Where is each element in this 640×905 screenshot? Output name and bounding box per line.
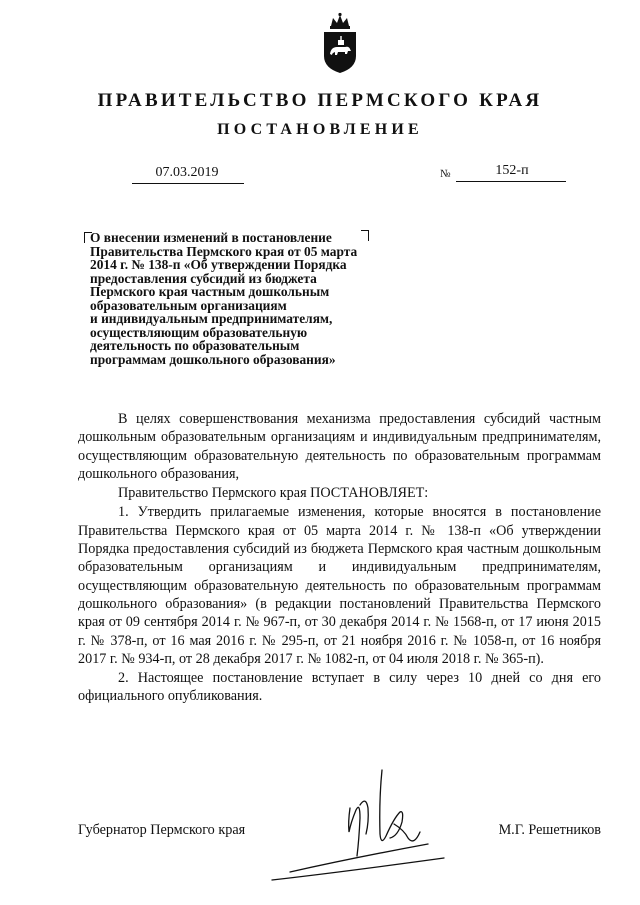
subject-line: деятельность по образовательным — [90, 338, 300, 353]
subject-line: образовательным организациям — [90, 297, 287, 313]
subject-line: программам дошкольного образования» — [90, 351, 336, 367]
number-underline — [456, 181, 566, 182]
organization-title: ПРАВИТЕЛЬСТВО ПЕРМСКОГО КРАЯ — [97, 90, 543, 111]
subject-line: и индивидуальным предпринимателям, — [90, 311, 333, 326]
subject-line: Правительства Пермского края от 05 марта — [90, 243, 358, 259]
item-1-paragraph: 1. Утвердить прилагаемые изменения, которые вносятся в постановление Правительства Пермского края от 05 марта 2014 г. № 138-п «Об утверждении Порядка предоставления субсидий из бюджета Пермского края частным дошкольным образовательным организациям и индивидуальным предпринимателям, осуществляющим образовательную деятельность по образовательным программам дошкольного образования» (в редакции постановлений Правительства Пермского края от 09 сентября 2014 г. № 967-п, от 30 декабря 2014 г. № 1568-п, от 17 июня 2015 г. № 378-п, от 16 мая 2016 г. № 295-п, от 21 ноября 2016 г. № 1058-п, от 16 ноября 2017 г. № 934-п, от 28 декабря 2017 г. № 1082-п, от 04 июля 2018 г. № 365-п). — [78, 504, 601, 667]
number-sign: № — [440, 168, 451, 180]
document-date: 07.03.2019 — [155, 165, 219, 180]
signatory-title: Губернатор Пермского края — [78, 822, 246, 838]
document-type: ПОСТАНОВЛЕНИЕ — [217, 121, 423, 138]
subject-line: О внесении изменений в постановление — [90, 230, 332, 245]
signature-block — [78, 822, 601, 842]
date-underline — [132, 183, 244, 184]
subject-line: осуществляющим образовательную — [90, 324, 308, 340]
document-body — [78, 410, 601, 706]
coat-of-arms-icon — [319, 12, 361, 74]
decree-paragraph: Правительство Пермского края ПОСТАНОВЛЯЕТ: — [118, 485, 429, 502]
document-number: 152-п — [495, 163, 529, 178]
item-2-paragraph: 2. Настоящее постановление вступает в силу через 10 дней со дня его официального опубликования. — [78, 670, 601, 705]
document-subject — [90, 231, 390, 366]
subject-line: предоставления субсидий из бюджета — [90, 270, 317, 286]
subject-line: 2014 г. № 138-п «Об утверждении Порядка — [90, 257, 347, 272]
subject-line: Пермского края частным дошкольным — [90, 284, 330, 299]
signatory-name: М.Г. Решетников — [498, 822, 601, 838]
preamble-paragraph: В целях совершенствования механизма предоставления субсидий частным дошкольным образовательным организациям и индивидуальным предпринимателям, осуществляющим образовательную деятельность по образовательным программам дошкольного образования, — [78, 411, 601, 482]
